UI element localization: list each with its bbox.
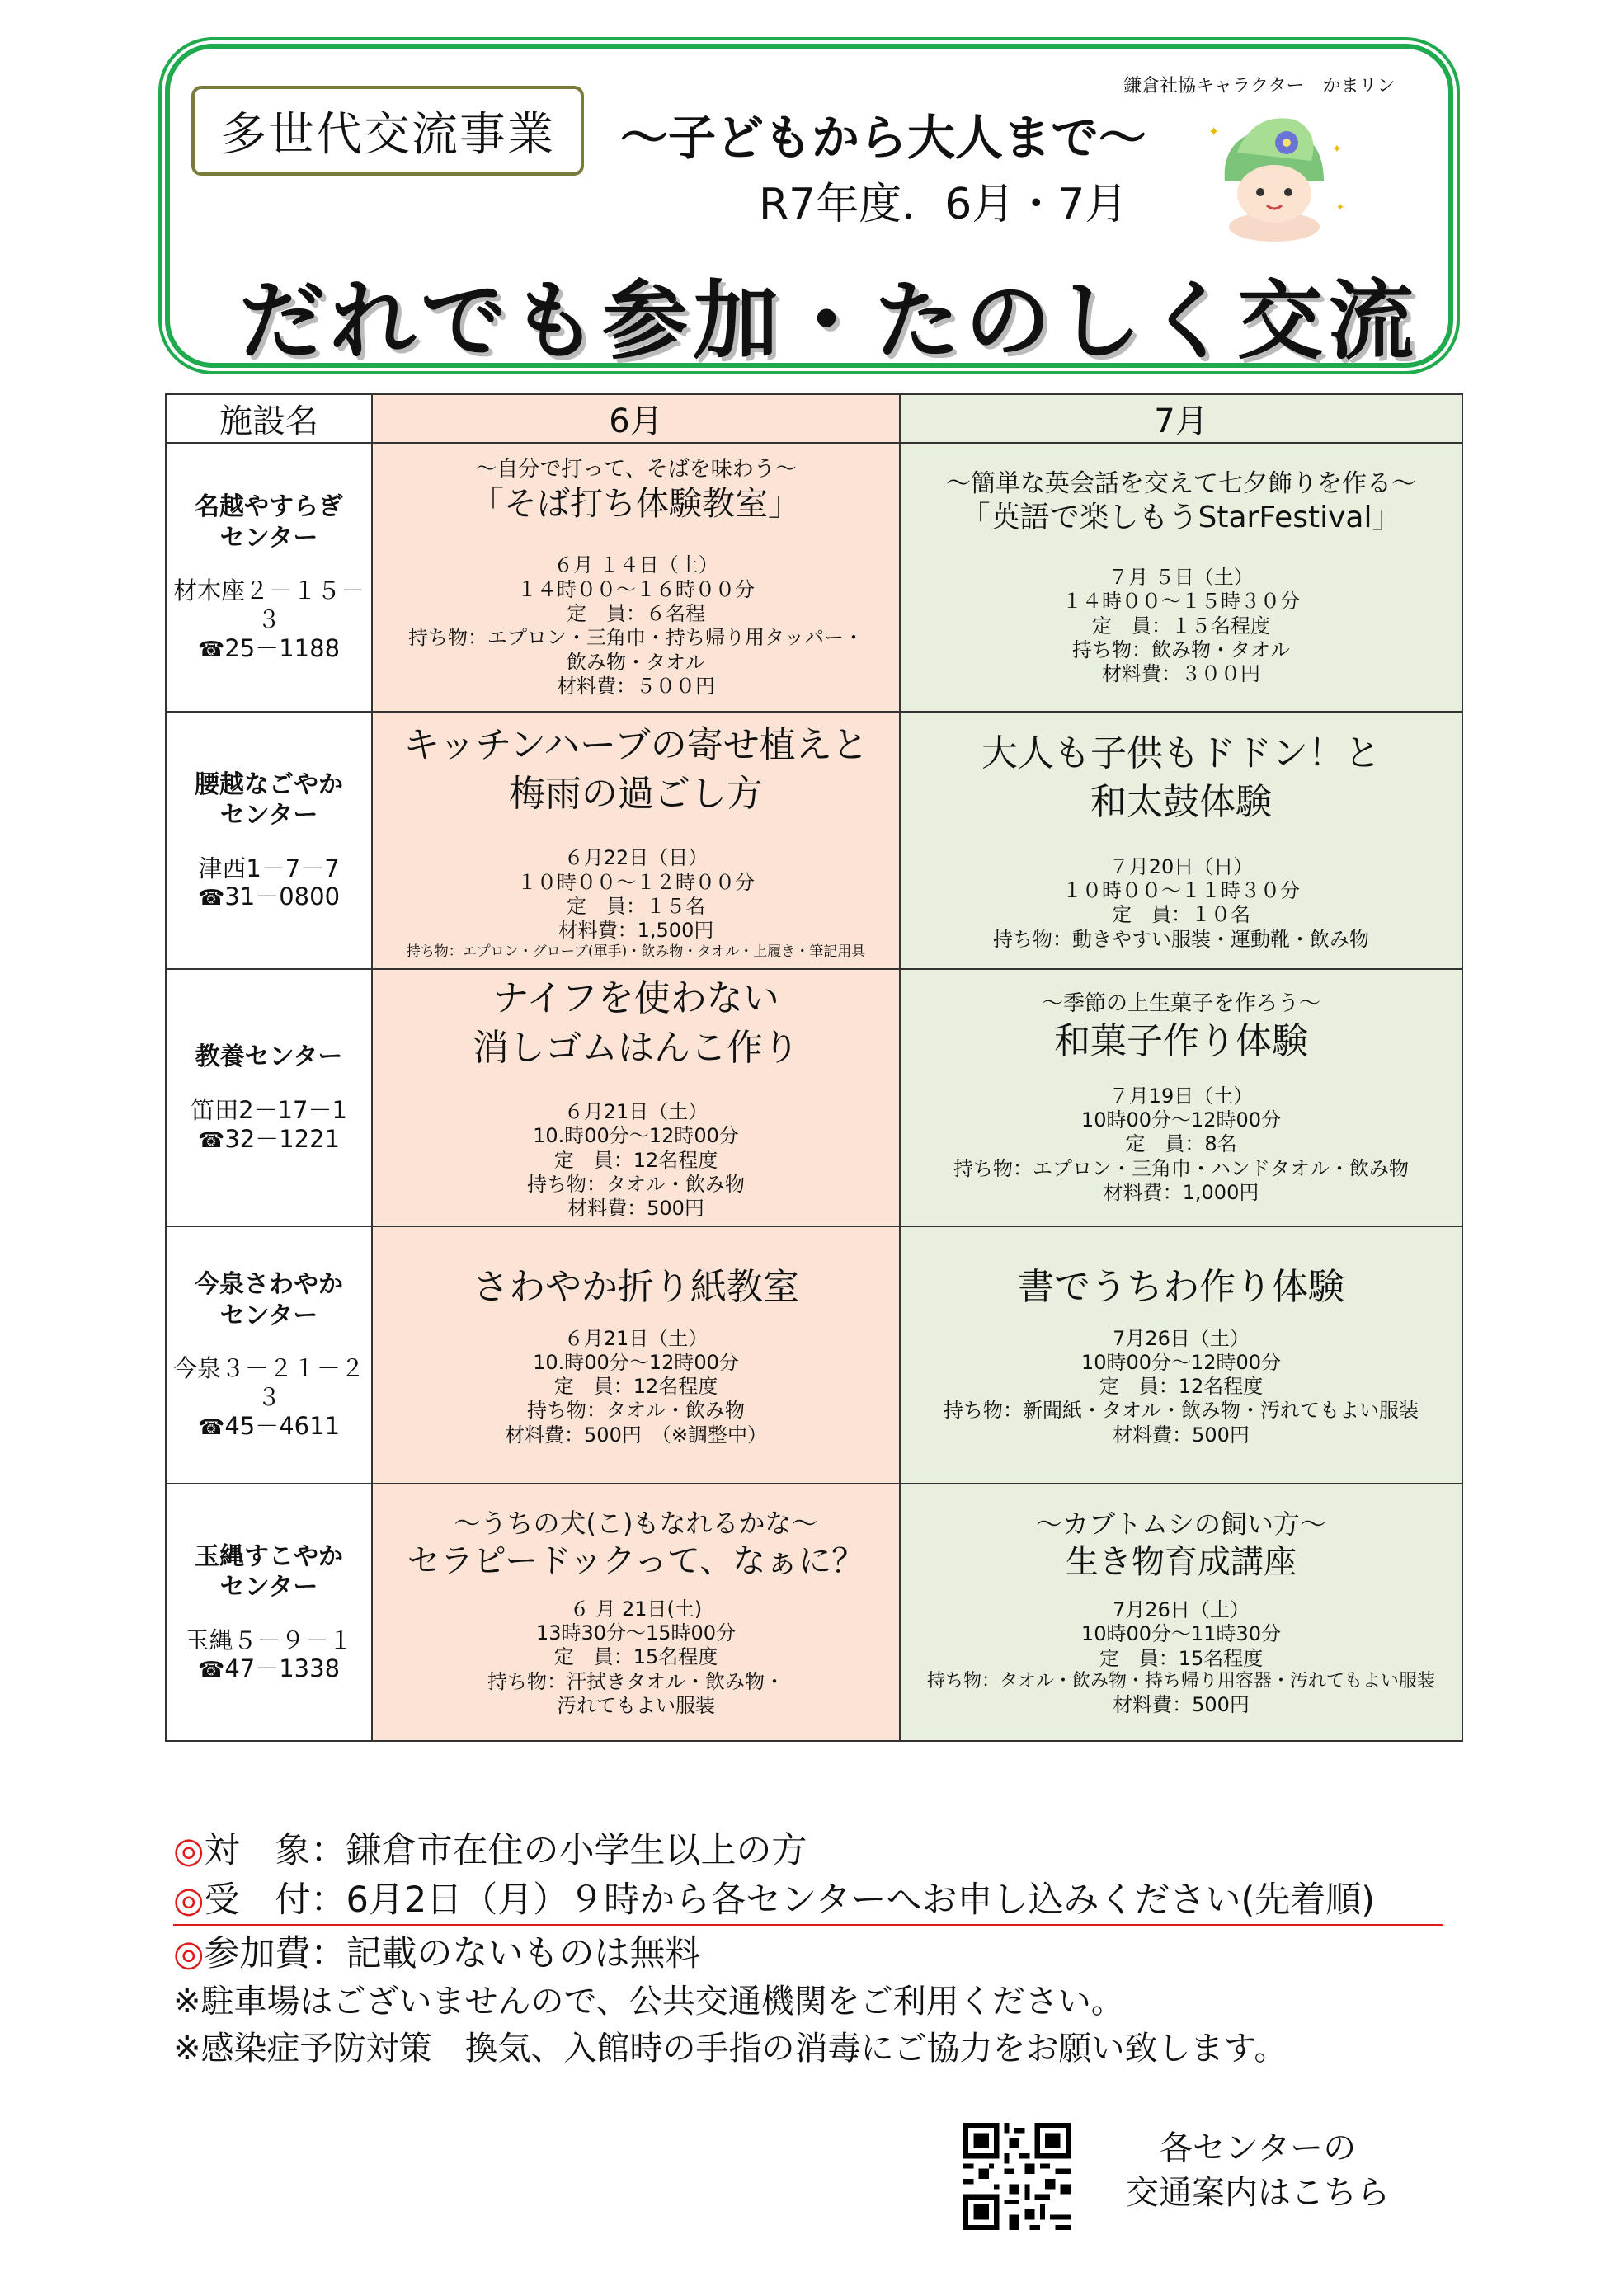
event-title: さわやか折り紙教室: [473, 1266, 799, 1309]
event-details: ６月21日（土） 10.時00分～12時00分 定 員：12名程度 持ち物：タオル・飲み物 材料費：500円 （※調整中）: [505, 1326, 767, 1447]
july-event-cell: [900, 1484, 1462, 1741]
event-subtitle: ～カブトムシの飼い方～: [1035, 1508, 1326, 1541]
facility-address: 今泉３－２１－２３ ☎45－4611: [172, 1354, 365, 1440]
table-row: [166, 1226, 1462, 1484]
facility-name: 名越やすらぎ センター: [195, 492, 343, 553]
june-event-cell: [372, 1226, 900, 1484]
june-event-cell: [372, 443, 900, 712]
facility-tel: 45－4611: [224, 1411, 341, 1440]
facility-tel: 47－1338: [224, 1654, 341, 1683]
table-header-row: [166, 394, 1462, 443]
event-details: ７月20日（日） １０時００～１１時３０分 定 員：１０名 持ち物：動きやすい服装・運動靴・飲み物: [993, 854, 1369, 951]
telephone-icon: ☎: [197, 1127, 225, 1153]
subtitle: ～子どもから大人まで～: [620, 110, 1147, 166]
event-details: ７月19日（土） 10時00分～12時00分 定 員：8名 持ち物：エプロン・三角巾・ハンドタオル・飲み物 材料費：1,000円: [953, 1084, 1409, 1204]
july-event-cell: [900, 1226, 1462, 1484]
facility-cell: [166, 1226, 372, 1484]
program-badge: 多世代交流事業: [191, 86, 584, 176]
table-row: [166, 712, 1462, 969]
telephone-icon: ☎: [197, 637, 225, 662]
event-subtitle: ～うちの犬(こ)もなれるかな～: [454, 1507, 818, 1539]
july-event-cell: [900, 443, 1462, 712]
event-title: 「英語で楽しもうStarFestival」: [960, 501, 1402, 535]
event-details: ６月22日（日） １０時００～１２時００分 定 員：１５名 材料費：1,500円 持ち物：エプロン・グローブ(軍手)・飲み物・タオル・上履き・筆記用具: [406, 846, 866, 960]
facility-cell: [166, 969, 372, 1226]
qr-code-icon[interactable]: [963, 2123, 1071, 2230]
access-info: 各センターの 交通案内はこちら: [1126, 2129, 1390, 2212]
header-june: 6月: [372, 394, 900, 443]
facility-address: 玉縄５－９－１ ☎47－1338: [185, 1626, 353, 1683]
event-title: 書でうちわ作り体験: [1018, 1266, 1344, 1309]
mascot-character-image: [1188, 103, 1361, 247]
notes-section: [173, 1829, 1460, 2076]
event-title-line2: 梅雨の過ごし方: [509, 773, 763, 816]
event-title-line2: 和太鼓体験: [1090, 781, 1272, 824]
june-event-cell: [372, 969, 900, 1226]
facility-name: 腰越なごやか センター: [195, 769, 343, 830]
facility-name: 今泉さわやか センター: [195, 1270, 343, 1330]
july-event-cell: [900, 712, 1462, 969]
event-title: 大人も子供もドドン！と: [981, 732, 1381, 775]
header-july: 7月: [900, 394, 1462, 443]
event-details: 7月26日（土） 10時00分～12時00分 定 員：12名程度 持ち物：新聞紙・タオル・飲み物・汚れてもよい服装 材料費：500円: [944, 1326, 1419, 1447]
svg-text:✦: ✦: [1332, 143, 1342, 156]
event-subtitle: ～自分で打って、そばを味わう～: [475, 456, 797, 482]
double-circle-icon: ◎: [173, 1932, 205, 1974]
facility-address: 材木座２－１５－３ ☎25－1188: [172, 576, 365, 662]
june-event-cell: [372, 1484, 900, 1741]
event-title: ナイフを使わない: [492, 977, 779, 1020]
event-subtitle: ～簡単な英会話を交えて七夕飾りを作る～: [946, 468, 1416, 498]
july-event-cell: [900, 969, 1462, 1226]
main-title: だれでも参加・たのしく交流: [239, 271, 1419, 371]
event-title: セラピードックって、なぁに？: [407, 1541, 865, 1580]
facility-tel: 32－1221: [224, 1124, 341, 1153]
facility-tel: 25－1188: [224, 633, 341, 662]
facility-name: 教養センター: [195, 1042, 343, 1072]
event-details: ６ 月 21日(土) 13時30分～15時00分 定 員：15名程度 持ち物：汗拭きタオル・飲み物・ 汚れてもよい服装: [487, 1597, 784, 1717]
table-row: [166, 443, 1462, 712]
event-title-line2: 消しゴムはんこ作り: [473, 1026, 799, 1069]
schedule-table: [165, 393, 1463, 1742]
telephone-icon: ☎: [197, 1414, 225, 1440]
note-target: ◎対 象：鎌倉市在住の小学生以上の方: [173, 1830, 807, 1871]
facility-address: 笛田2－17－1 ☎32－1221: [191, 1095, 347, 1153]
event-title: キッチンハーブの寄せ植えと: [403, 723, 868, 766]
note-fee: ◎参加費：記載のないものは無料: [173, 1932, 701, 1974]
facility-name: 玉縄すこやか センター: [195, 1541, 343, 1602]
event-details: 7月26日（土） 10時00分～11時30分 定 員：15名程度 持ち物：タオル・飲み物・持ち帰り用容器・汚れてもよい服装 材料費：500円: [926, 1598, 1435, 1716]
telephone-icon: ☎: [197, 1658, 225, 1683]
svg-text:✦: ✦: [1336, 201, 1345, 213]
event-title: 和菓子作り体験: [1054, 1020, 1308, 1063]
double-circle-icon: ◎: [173, 1830, 205, 1871]
note-infection: ※感染症予防対策 換気、入館時の手指の消毒にご協力をお願い致します。: [173, 2030, 1287, 2068]
event-details: ７月 ５日（土） １４時００～１５時３０分 定 員：１５名程度 持ち物：飲み物・タオル 材料費：３００円: [1062, 565, 1300, 686]
header-facility: 施設名: [166, 394, 372, 443]
period-label: R7年度．6月・7月: [759, 180, 1128, 229]
event-details: ６月21日（土） 10.時00分～12時00分 定 員：12名程度 持ち物：タオル・飲み物 材料費：500円: [527, 1100, 745, 1221]
note-parking: ※駐車場はございませんので、公共交通機関をご利用ください。: [173, 1983, 1124, 2021]
june-event-cell: [372, 712, 900, 969]
table-row: [166, 969, 1462, 1226]
note-reception: ◎受 付：6月2日（月）９時から各センターへお申し込みください(先着順): [173, 1879, 1443, 1925]
event-subtitle: ～季節の上生菓子を作ろう～: [1041, 990, 1320, 1016]
table-row: [166, 1484, 1462, 1741]
character-caption: 鎌倉社協キャラクター かまリン: [1123, 76, 1396, 96]
event-title: 生き物育成講座: [1066, 1543, 1297, 1582]
facility-cell: [166, 1484, 372, 1741]
facility-address: 津西1－7－7 ☎31－0800: [197, 854, 341, 911]
facility-tel: 31－0800: [224, 882, 341, 911]
event-details: ６月 １４日（土） １４時００～１６時００分 定 員：６名程 持ち物：エプロン・三角巾・持ち帰り用タッパー・ 飲み物・タオル 材料費：５００円: [408, 553, 864, 698]
svg-text:✦: ✦: [1208, 124, 1220, 139]
facility-cell: [166, 712, 372, 969]
facility-cell: [166, 443, 372, 712]
telephone-icon: ☎: [197, 886, 225, 911]
event-title: 「そば打ち体験教室」: [471, 485, 801, 524]
double-circle-icon: ◎: [173, 1880, 205, 1922]
